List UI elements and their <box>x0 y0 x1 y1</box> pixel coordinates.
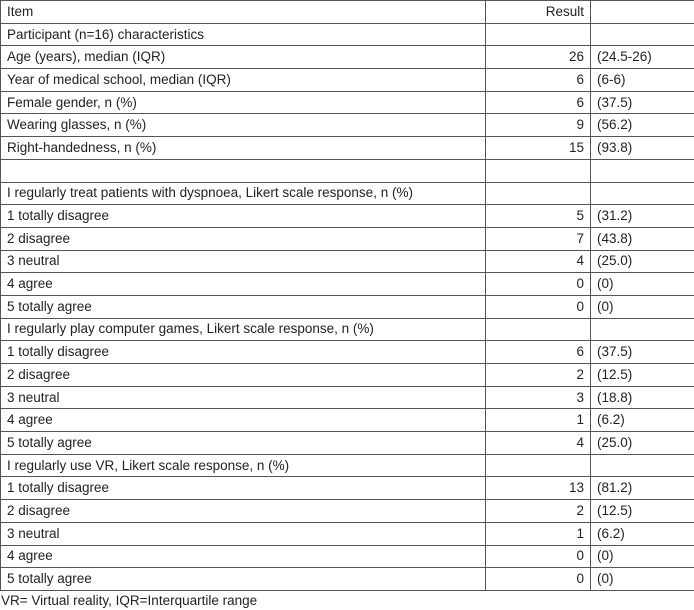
cell-item: 4 agree <box>1 273 486 296</box>
cell-result: 4 <box>486 250 591 273</box>
cell-extra <box>591 159 694 182</box>
cell-item: I regularly treat patients with dyspnoea, Likert scale response, n (%) <box>1 182 486 205</box>
table-row <box>1 250 694 273</box>
cell-extra: (0) <box>591 273 694 296</box>
table-row <box>1 500 694 523</box>
cell-result: 0 <box>486 568 591 591</box>
cell-item: I regularly play computer games, Likert scale response, n (%) <box>1 318 486 341</box>
cell-extra <box>591 23 694 46</box>
table-row <box>1 227 694 250</box>
table-body <box>1 1 694 591</box>
cell-extra: (18.8) <box>591 386 694 409</box>
cell-item: 2 disagree <box>1 227 486 250</box>
table-row <box>1 454 694 477</box>
cell-item: 5 totally agree <box>1 295 486 318</box>
table-row <box>1 568 694 591</box>
cell-extra: (12.5) <box>591 364 694 387</box>
cell-result: 2 <box>486 364 591 387</box>
cell-result: 3 <box>486 386 591 409</box>
cell-extra: (6.2) <box>591 409 694 432</box>
cell-item: 3 neutral <box>1 386 486 409</box>
cell-item: I regularly use VR, Likert scale response, n (%) <box>1 454 486 477</box>
cell-item: Wearing glasses, n (%) <box>1 114 486 137</box>
cell-extra: (12.5) <box>591 500 694 523</box>
table-row <box>1 46 694 69</box>
cell-extra <box>591 318 694 341</box>
cell-result: 0 <box>486 545 591 568</box>
cell-item: 2 disagree <box>1 500 486 523</box>
cell-result <box>486 318 591 341</box>
table-row <box>1 477 694 500</box>
cell-extra: (0) <box>591 568 694 591</box>
cell-item: 3 neutral <box>1 522 486 545</box>
cell-extra: (0) <box>591 295 694 318</box>
cell-item: 4 agree <box>1 409 486 432</box>
table-row <box>1 386 694 409</box>
header-item: Item <box>1 1 486 24</box>
table-row <box>1 23 694 46</box>
cell-item: Right-handedness, n (%) <box>1 137 486 160</box>
cell-result: 0 <box>486 273 591 296</box>
table-row <box>1 432 694 455</box>
cell-result: 15 <box>486 137 591 160</box>
cell-extra: (56.2) <box>591 114 694 137</box>
table-row <box>1 318 694 341</box>
table-row <box>1 295 694 318</box>
cell-result: 6 <box>486 341 591 364</box>
cell-result: 7 <box>486 227 591 250</box>
table-row <box>1 137 694 160</box>
cell-item: Age (years), median (IQR) <box>1 46 486 69</box>
header-extra <box>591 1 694 24</box>
cell-item: Year of medical school, median (IQR) <box>1 69 486 92</box>
cell-extra: (6-6) <box>591 69 694 92</box>
cell-extra: (25.0) <box>591 250 694 273</box>
cell-result <box>486 23 591 46</box>
cell-extra: (6.2) <box>591 522 694 545</box>
cell-item: 2 disagree <box>1 364 486 387</box>
table-row <box>1 273 694 296</box>
cell-item: 1 totally disagree <box>1 205 486 228</box>
table-row <box>1 522 694 545</box>
table-row <box>1 409 694 432</box>
table-row <box>1 159 694 182</box>
table-row <box>1 364 694 387</box>
table-footnote: VR= Virtual reality, IQR=Interquartile range <box>1 593 258 608</box>
cell-extra: (43.8) <box>591 227 694 250</box>
cell-item: 4 agree <box>1 545 486 568</box>
cell-result: 6 <box>486 91 591 114</box>
cell-item: Participant (n=16) characteristics <box>1 23 486 46</box>
cell-extra: (25.0) <box>591 432 694 455</box>
cell-result: 1 <box>486 409 591 432</box>
cell-result: 13 <box>486 477 591 500</box>
header-result: Result <box>486 1 591 24</box>
cell-result: 9 <box>486 114 591 137</box>
cell-result: 5 <box>486 205 591 228</box>
cell-result <box>486 182 591 205</box>
cell-extra <box>591 182 694 205</box>
cell-item <box>1 159 486 182</box>
cell-extra: (81.2) <box>591 477 694 500</box>
cell-extra <box>591 454 694 477</box>
cell-result: 1 <box>486 522 591 545</box>
table-row <box>1 545 694 568</box>
cell-item: 1 totally disagree <box>1 341 486 364</box>
table-row <box>1 205 694 228</box>
cell-extra: (24.5-26) <box>591 46 694 69</box>
cell-item: 5 totally agree <box>1 568 486 591</box>
table-row <box>1 341 694 364</box>
cell-result <box>486 454 591 477</box>
cell-item: Female gender, n (%) <box>1 91 486 114</box>
cell-result: 2 <box>486 500 591 523</box>
table-header-row <box>1 1 694 24</box>
cell-result: 0 <box>486 295 591 318</box>
table-row <box>1 69 694 92</box>
cell-result: 4 <box>486 432 591 455</box>
table-row <box>1 114 694 137</box>
cell-item: 1 totally disagree <box>1 477 486 500</box>
table-row <box>1 182 694 205</box>
cell-extra: (31.2) <box>591 205 694 228</box>
cell-extra: (93.8) <box>591 137 694 160</box>
cell-item: 5 totally agree <box>1 432 486 455</box>
table-row <box>1 91 694 114</box>
cell-extra: (37.5) <box>591 341 694 364</box>
cell-extra: (37.5) <box>591 91 694 114</box>
cell-extra: (0) <box>591 545 694 568</box>
cell-item: 3 neutral <box>1 250 486 273</box>
cell-result: 6 <box>486 69 591 92</box>
cell-result: 26 <box>486 46 591 69</box>
cell-result <box>486 159 591 182</box>
